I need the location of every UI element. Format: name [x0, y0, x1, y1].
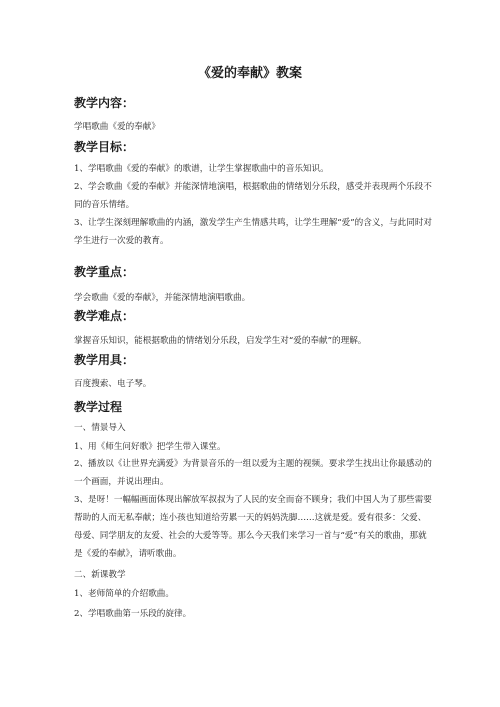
document-title: 《爱的奉献》教案	[197, 66, 302, 81]
teaching-content-text: 学唱歌曲《爱的奉献》	[74, 122, 160, 132]
difficulties-text: 掌握音乐知识，能根据歌曲的情绪划分乐段，启发学生对“爱的奉献”的理解。	[74, 336, 367, 346]
key-points-text: 学会歌曲《爱的奉献》，并能深情地演唱歌曲。	[74, 293, 251, 303]
heading-teaching-tools: 教学用具：	[74, 353, 135, 367]
process-step-1: 一、情景导入	[74, 423, 126, 433]
process-step-2-item-1: 1、老师简单的介绍歌曲。	[74, 589, 174, 599]
teaching-tools-text: 百度搜索、电子琴。	[74, 379, 152, 389]
process-step-1-item-2: 2、播放以《让世界充满爱》为背景音乐的一组以爱为主题的视频。要求学生找出让你最感动的一个画面，并说出理由。	[74, 459, 432, 487]
process-step-1-item-1: 1、用《师生问好歌》把学生带入课堂。	[74, 442, 226, 452]
heading-teaching-content: 教学内容：	[74, 96, 135, 110]
process-step-2-item-2: 2、学唱歌曲第一乐段的旋律。	[74, 609, 192, 619]
process-step-1-item-3: 3、是呀！一幅幅画面体现出解放军叔叔为了人民的安全而奋不顾身；我们中国人为了那些需要帮助的人而无私奉献；连小孩也知道给劳累一天的妈妈洗脚……这就是爱。爱有很多：父爱、母爱、同学朋友的友爱、社会的大爱等等。那么今天我们来学习一首与“爱”有关的歌曲，那就是《爱的奉献》，请听歌曲。	[74, 495, 432, 559]
heading-teaching-goals: 教学目标：	[74, 140, 135, 154]
heading-key-points: 教学重点：	[74, 265, 135, 279]
heading-teaching-process: 教学过程	[74, 400, 123, 414]
goal-item-3: 3、让学生深刻理解歌曲的内涵，激发学生产生情感共鸣，让学生理解“爱”的含义，与此同时对学生进行一次爱的教育。	[74, 218, 433, 246]
heading-difficulties: 教学难点：	[74, 309, 135, 323]
process-step-2: 二、新课教学	[74, 570, 126, 580]
goal-item-2: 2、学会歌曲《爱的奉献》并能深情地演唱，根据歌曲的情绪划分乐段，感受并表现两个乐段不同的音乐情绪。	[74, 182, 432, 210]
goal-item-1: 1、学唱歌曲《爱的奉献》的歌谱，让学生掌握歌曲中的音乐知识。	[74, 164, 329, 174]
